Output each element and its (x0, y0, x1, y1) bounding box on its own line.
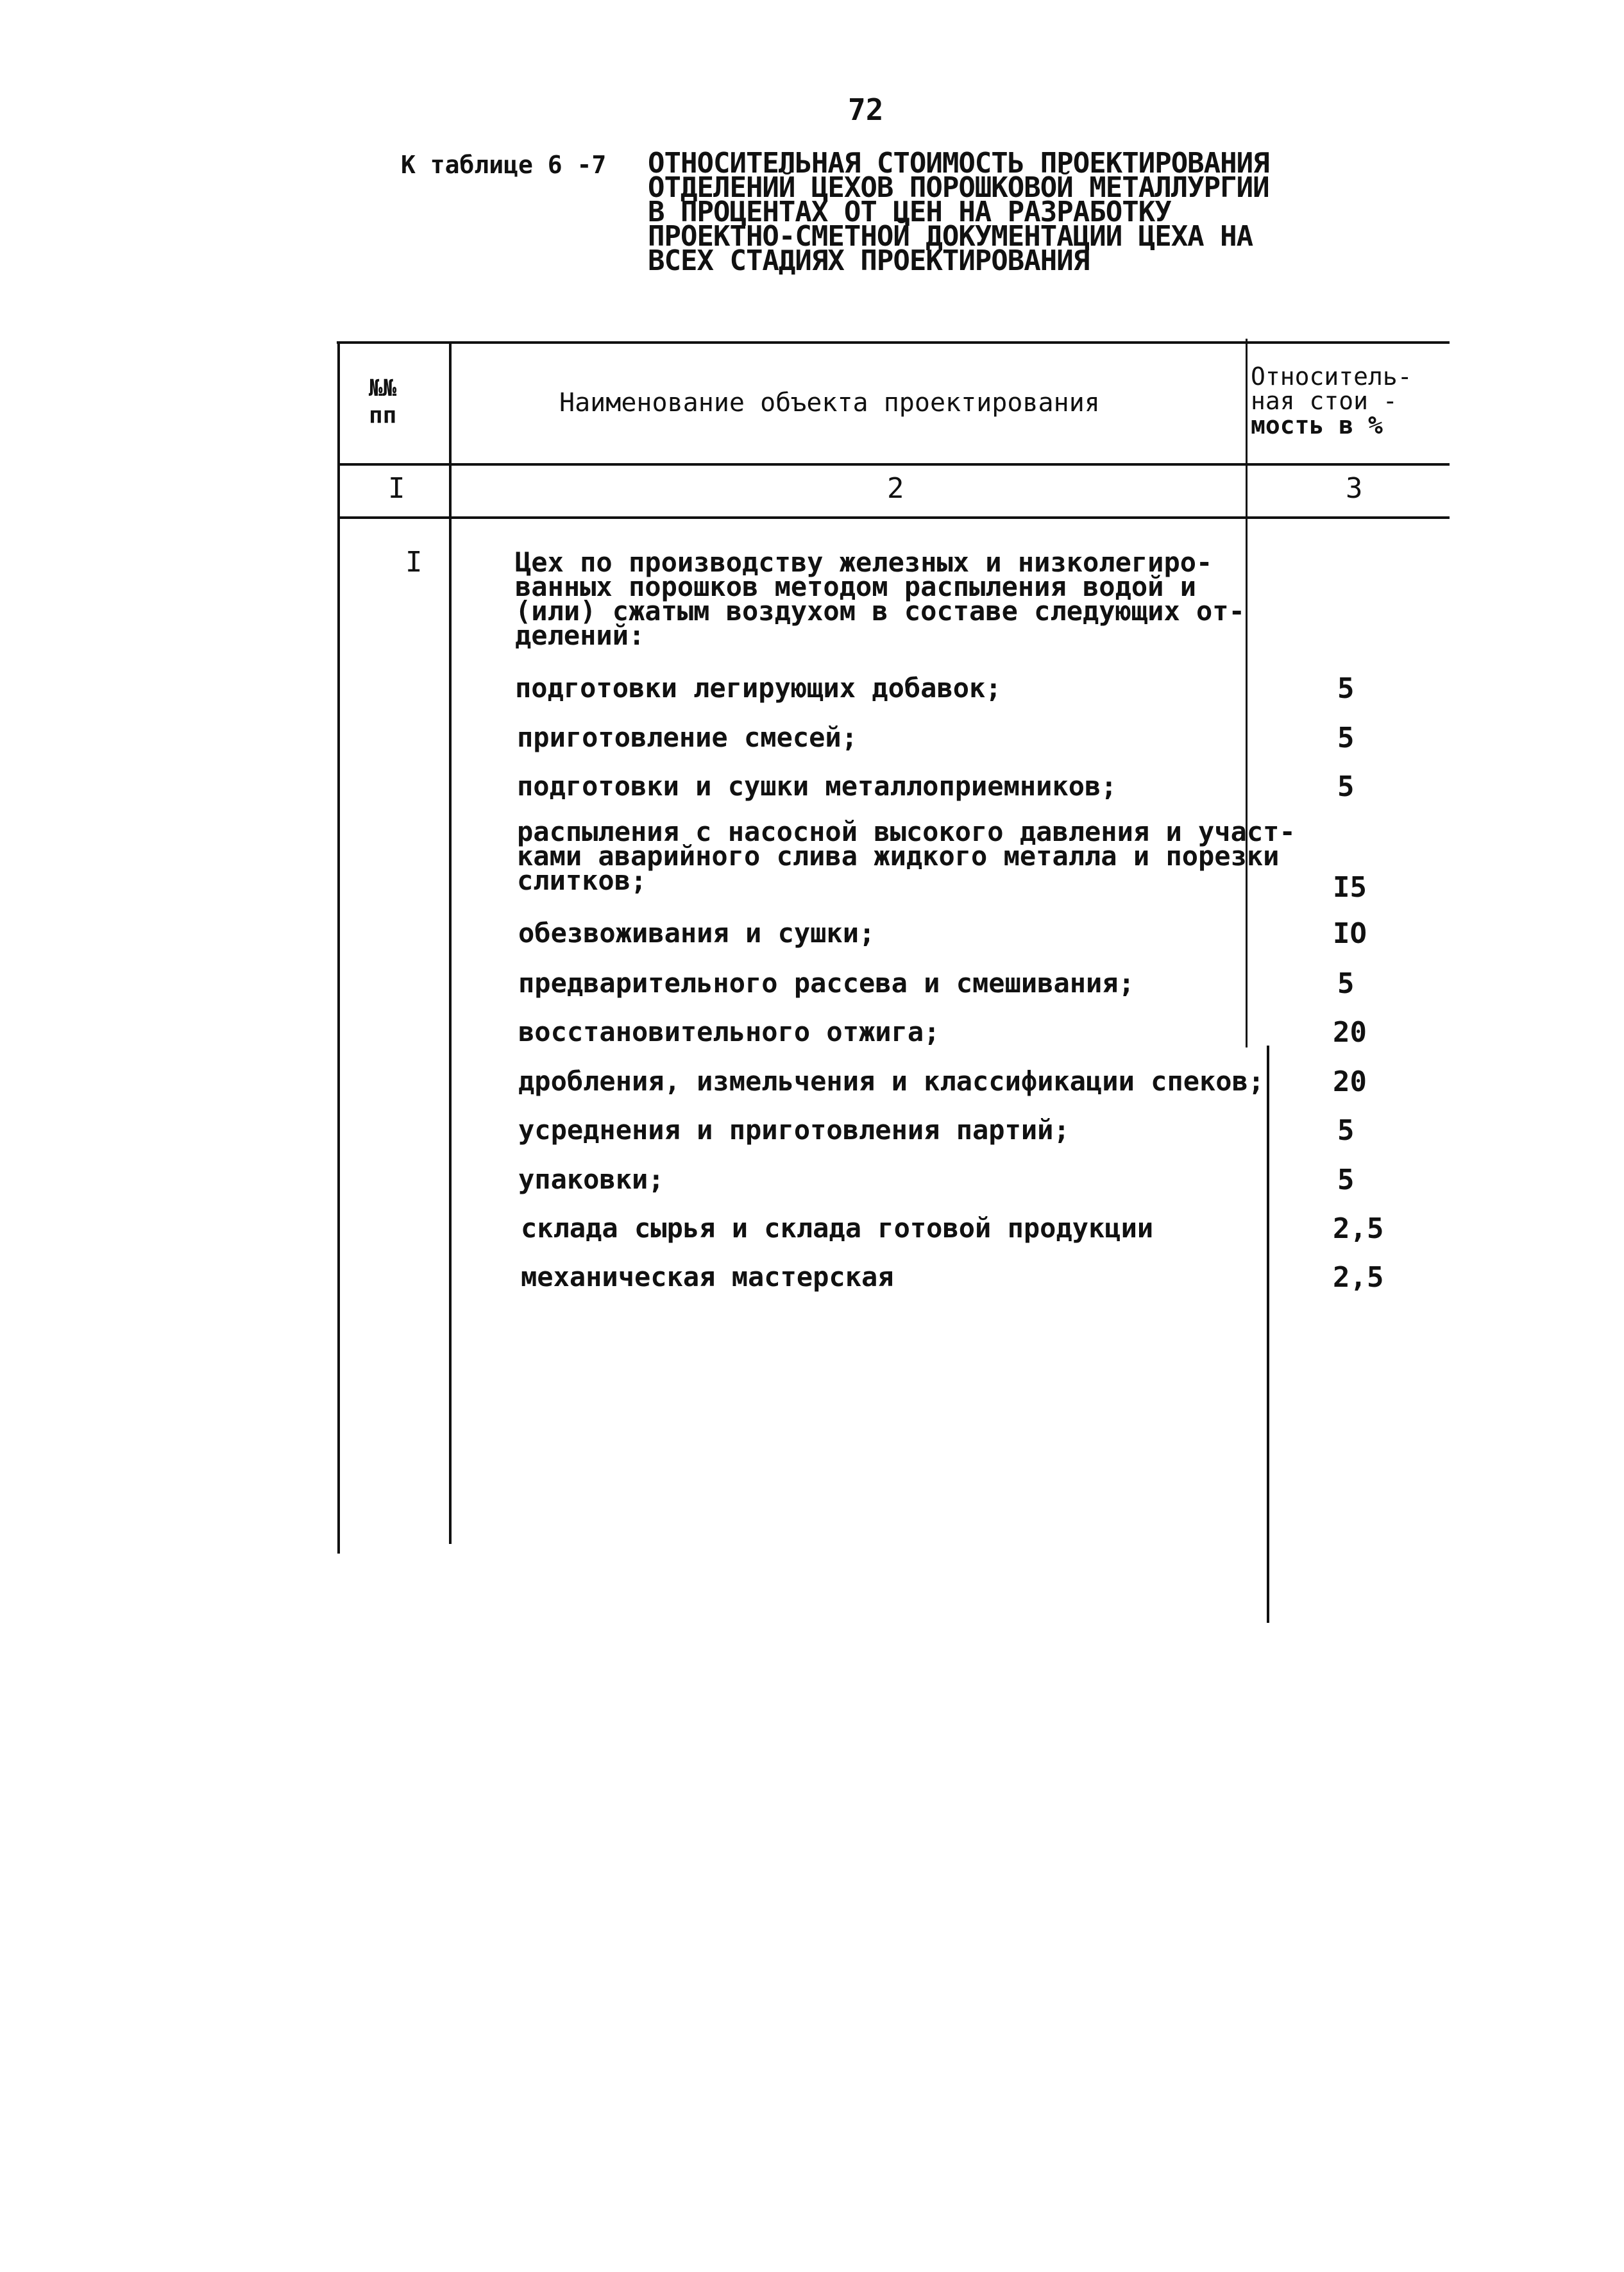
title-line: ОТНОСИТЕЛЬНАЯ СТОИМОСТЬ ПРОЕКТИРОВАНИЯ (648, 147, 1269, 180)
department-row-value: I5 (1333, 871, 1367, 904)
col3-header (1251, 364, 1412, 437)
title-line: ОТДЕЛЕНИЙ ЦЕХОВ ПОРОШКОВОЙ МЕТАЛЛУРГИИ (648, 171, 1269, 204)
col1-header-line: №№ (369, 375, 397, 402)
intro-line: ванных порошков методом распыления водой и (515, 571, 1197, 602)
col1-header (369, 375, 396, 429)
page-number: 72 (848, 92, 884, 127)
document-title (648, 147, 1269, 277)
department-row-value: 5 (1337, 722, 1355, 754)
col3-number: 3 (1346, 472, 1363, 505)
department-row-value: 5 (1337, 1114, 1355, 1147)
department-row-name: усреднения и приготовления партий; (518, 1114, 1070, 1146)
intro-line: Цех по производству железных и низколегиро- (515, 547, 1213, 578)
left-border (337, 341, 340, 1554)
department-row-name: предварительного рассева и смешивания; (518, 967, 1135, 999)
department-row-line: распыления с насосной высокого давления и участ- (517, 816, 1296, 847)
col3-header-line: Относитель- (1251, 362, 1412, 391)
department-row-name: приготовление смесей; (517, 722, 858, 753)
department-row-value: 2,5 (1333, 1212, 1384, 1245)
col2-number: 2 (887, 472, 904, 505)
department-row-name: склада сырья и склада готовой продукции (521, 1212, 1154, 1244)
title-line: ВСЕХ СТАДИЯХ ПРОЕКТИРОВАНИЯ (648, 244, 1090, 277)
col1-number: I (388, 472, 405, 505)
department-row-value: 5 (1337, 770, 1355, 803)
workshop-description (515, 547, 1245, 651)
header-bottom-rule (340, 463, 1450, 466)
item-number: I (405, 546, 423, 579)
department-row-value: 2,5 (1333, 1261, 1384, 1294)
col2-divider (1246, 339, 1248, 1047)
department-row-name: восстановительного отжига; (518, 1016, 940, 1047)
department-row-value: 5 (1337, 967, 1355, 1000)
department-row-name: обезвоживания и сушки; (518, 917, 875, 949)
col1-header-line: пп (369, 402, 397, 428)
column-number-rule (340, 516, 1450, 519)
title-line: В ПРОЦЕНТАХ ОТ ЦЕН НА РАЗРАБОТКУ (648, 196, 1171, 228)
col3-header-line: ная стои - (1251, 387, 1398, 415)
col2-divider-lower (1267, 1046, 1269, 1623)
department-row-line: слитков; (517, 865, 647, 896)
col1-divider (449, 341, 452, 1544)
department-row-name: подготовки легирующих добавок; (515, 672, 1002, 704)
department-row-value: 20 (1333, 1016, 1367, 1049)
col3-header-line: мость в % (1251, 411, 1383, 439)
col2-header: Наименование объекта проектирования (559, 388, 1100, 418)
department-row-value: 20 (1333, 1065, 1367, 1098)
department-row-name: подготовки и сушки металлоприемников; (517, 770, 1117, 802)
department-row-name: упаковки; (518, 1164, 664, 1195)
department-row-name: механическая мастерская (521, 1261, 894, 1293)
department-row-line: ками аварийного слива жидкого металла и порезки (517, 840, 1280, 872)
table-top-rule (337, 341, 1450, 344)
intro-line: (или) сжатым воздухом в составе следующих от- (515, 595, 1245, 627)
department-row-name: дробления, измельчения и классификации спеков; (518, 1065, 1265, 1097)
table-reference-label: К таблице 6 -7 (401, 151, 607, 179)
department-row-value: 5 (1337, 672, 1355, 705)
department-row-value: IO (1333, 917, 1367, 950)
intro-line: делений: (515, 620, 645, 651)
title-line: ПРОЕКТНО-СМЕТНОЙ ДОКУМЕНТАЦИИ ЦЕХА НА (648, 220, 1253, 253)
department-row-value: 5 (1337, 1164, 1355, 1196)
department-row-multiline (517, 816, 1296, 896)
